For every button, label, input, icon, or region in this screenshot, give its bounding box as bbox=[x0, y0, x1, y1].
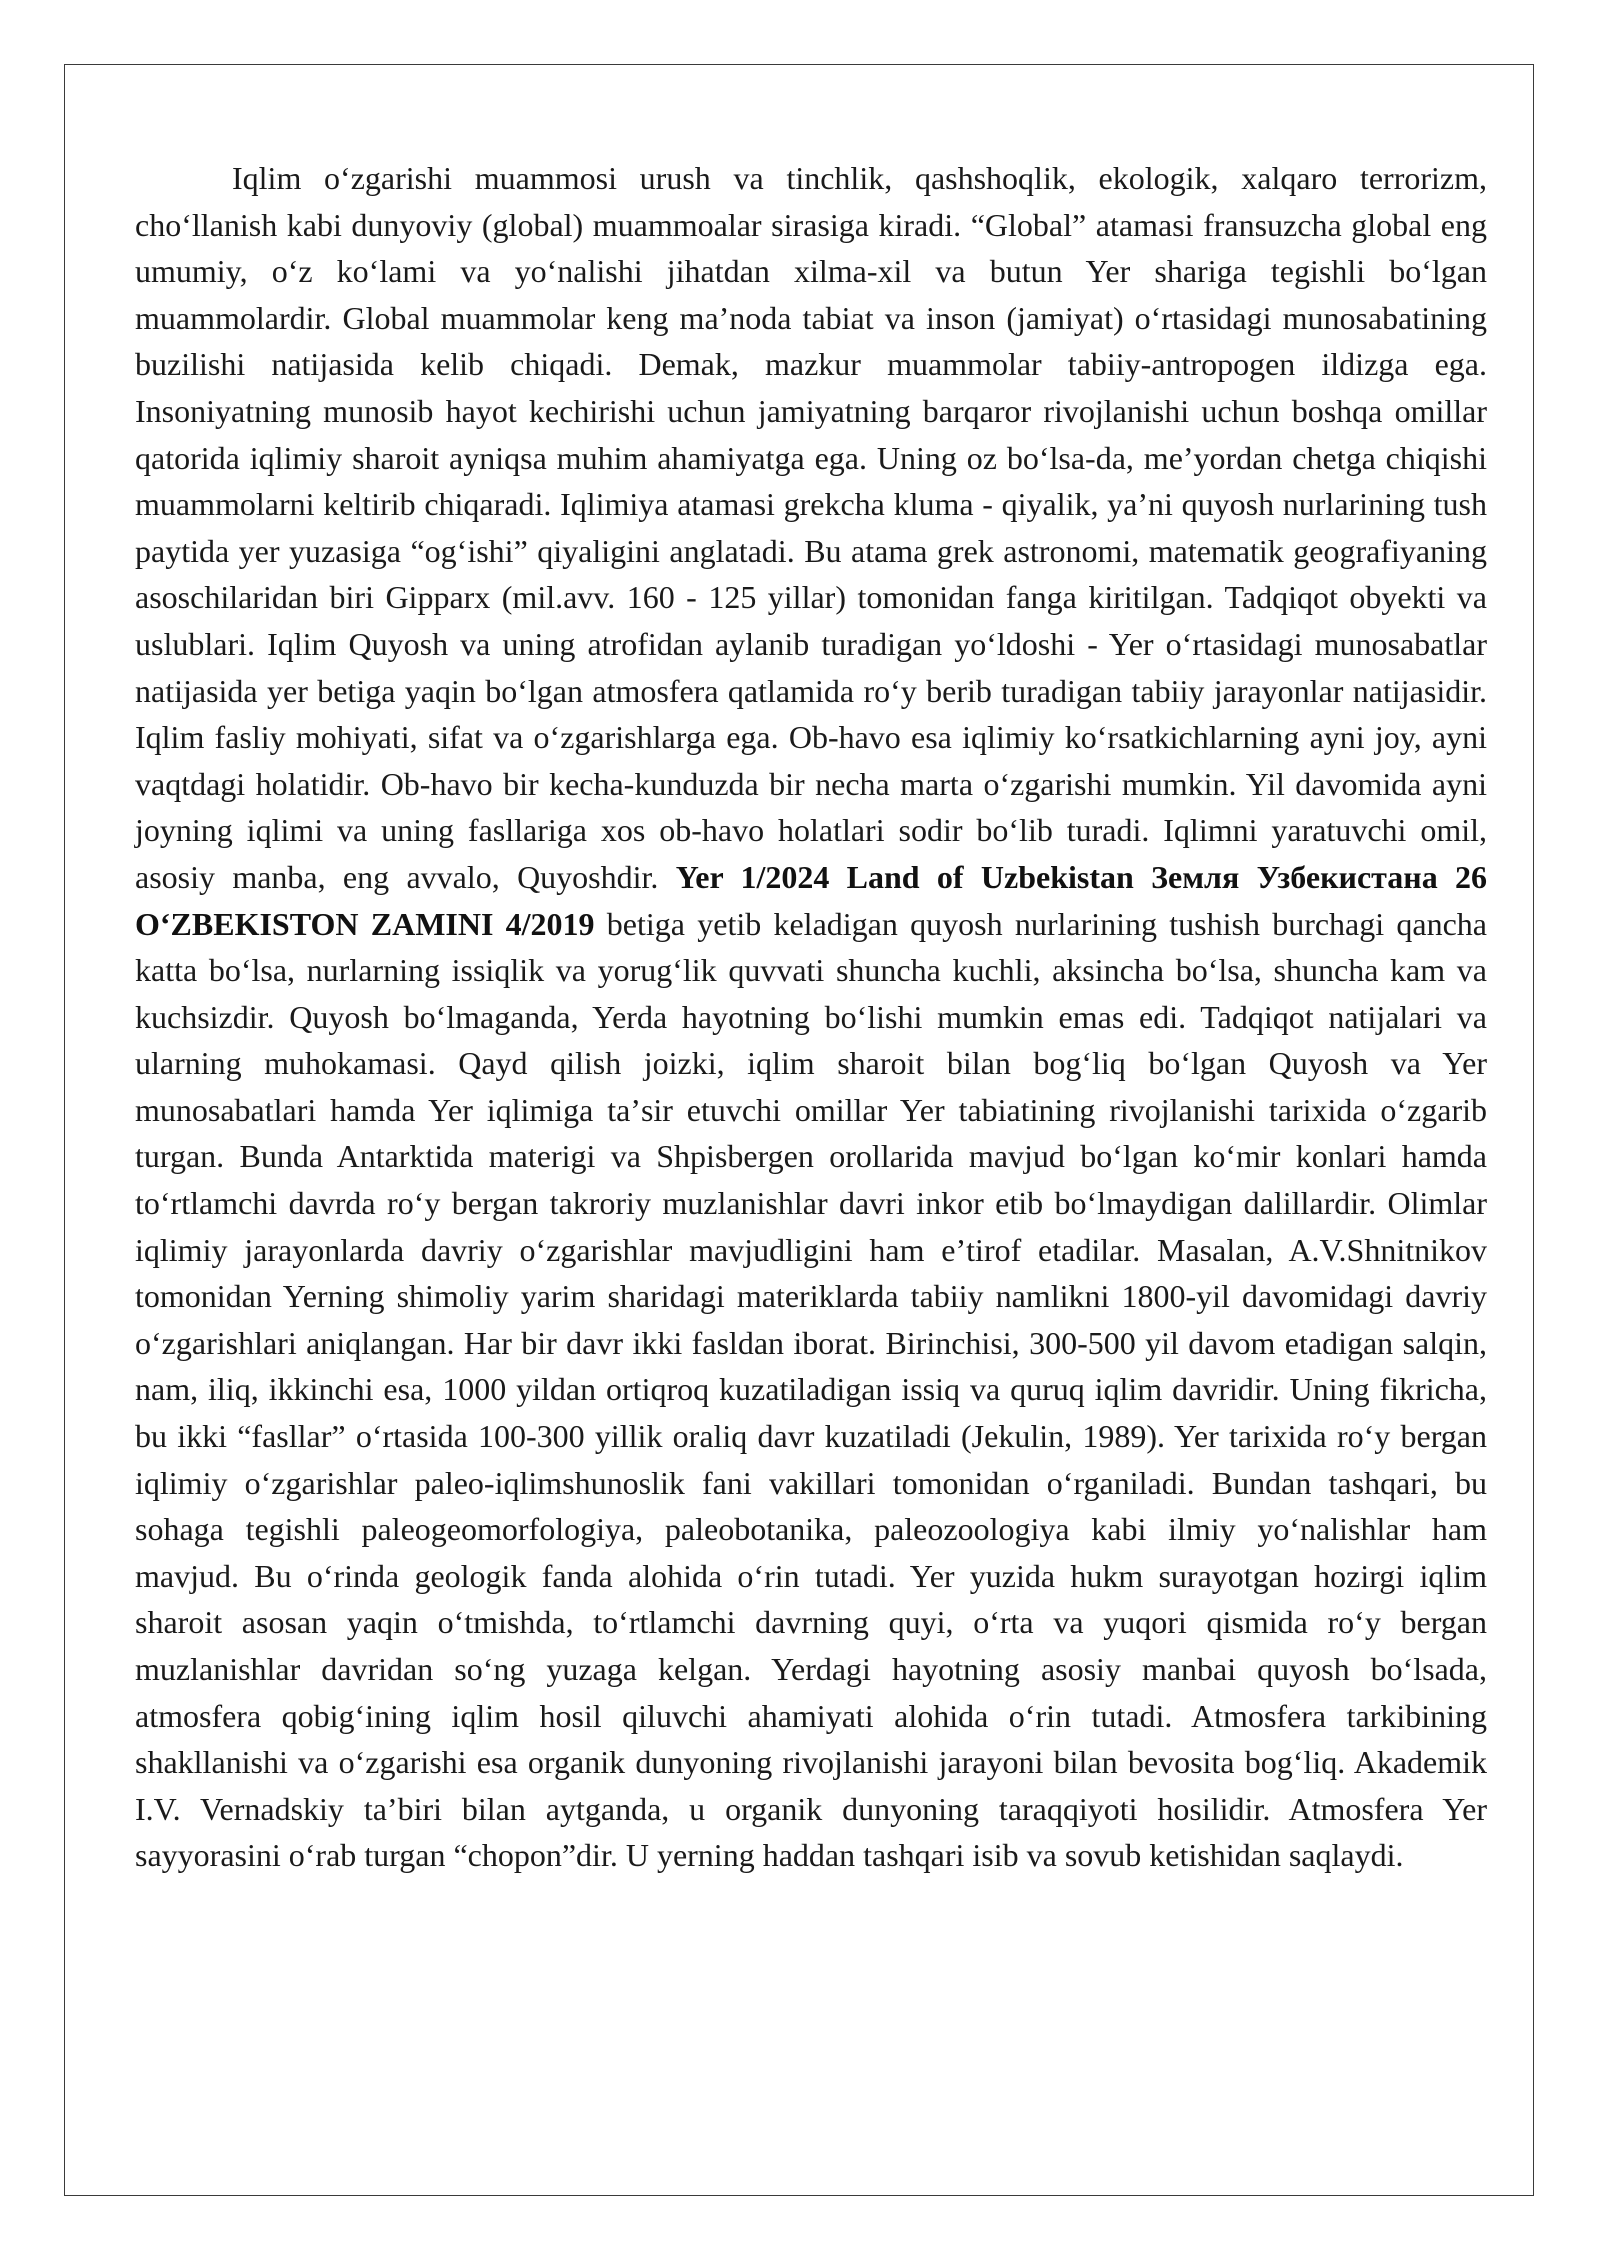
inline-journal-header: Yer 1/2024 Land of Uzbekistan Земля Узбекистана 26 OʻZBEKISTON ZAMINI 4/2019 bbox=[135, 858, 1488, 942]
body-paragraph bbox=[135, 155, 1487, 1879]
paragraph-part-1: Iqlim oʻzgarishi muammosi urush va tinchlik, qashshoqlik, ekologik, xalqaro terrorizm, choʻllanish kabi dunyoviy (global) muammoalar sirasiga kiradi. “Global” atamasi fransuzcha global eng umumiy, oʻz koʻlami va yoʻnalishi jihatdan xilma-xil va butun Yer shariga tegishli boʻlgan muammolardir. Global muammolar keng maʼnoda tabiat va inson (jamiyat) oʻrtasidagi munosabatining buzilishi natijasida kelib chiqadi. Demak, mazkur muammolar tabiiy-antropogen ildizga ega. Insoniyatning munosib hayot kechirishi uchun jamiyatning barqaror rivojlanishi uchun boshqa omillar qatorida iqlimiy sharoit ayniqsa muhim ahamiyatga ega. Uning oz boʻlsa-da, meʼyordan chetga chiqishi muammolarni keltirib chiqaradi. Iqlimiya atamasi grekcha kluma - qiyalik, yaʼni quyosh nurlarining tush paytida yer yuzasiga “ogʻishi” qiyaligini anglatadi. Bu atama grek astronomi, matematik geografiyaning asoschilaridan biri Gipparx (mil.avv. 160 - 125 yillar) tomonidan fanga kiritilgan. Tadqiqot obyekti va uslublari. Iqlim Quyosh va uning atrofidan aylanib turadigan yoʻldoshi - Yer oʻrtasidagi munosabatlar natijasida yer betiga yaqin boʻlgan atmosfera qatlamida roʻy berib turadigan tabiiy jarayonlar natijasidir. Iqlim fasliy mohiyati, sifat va oʻzgarishlarga ega. Ob-havo esa iqlimiy koʻrsatkichlarning ayni joy, ayni vaqtdagi holatidir. Ob-havo bir kecha-kunduzda bir necha marta oʻzgarishi mumkin. Yil davomida ayni joyning iqlimi va uning fasllariga xos ob-havo holatlari sodir boʻlib turadi. Iqlimni yaratuvchi omil, asosiy manba, eng avvalo, Quyoshdir. bbox=[135, 160, 1487, 895]
paragraph-part-2: betiga yetib keladigan quyosh nurlarining tushish burchagi qancha katta boʻlsa, nurlarning issiqlik va yorugʻlik quvvati shuncha kuchli, aksincha boʻlsa, shuncha kam va kuchsizdir. Quyosh boʻlmaganda, Yerda hayotning boʻlishi mumkin emas edi. Tadqiqot natijalari va ularning muhokamasi. Qayd qilish joizki, iqlim sharoit bilan bogʻliq boʻlgan Quyosh va Yer munosabatlari hamda Yer iqlimiga taʼsir etuvchi omillar Yer tabiatining rivojlanishi tarixida oʻzgarib turgan. Bunda Antarktida materigi va Shpisbergen orollarida mavjud boʻlgan koʻmir konlari hamda toʻrtlamchi davrda roʻy bergan takroriy muzlanishlar davri inkor etib boʻlmaydigan dalillardir. Olimlar iqlimiy jarayonlarda davriy oʻzgarishlar mavjudligini ham eʼtirof etadilar. Masalan, A.V.Shnitnikov tomonidan Yerning shimoliy yarim sharidagi materiklarda tabiiy namlikni 1800-yil davomidagi davriy oʻzgarishlari aniqlangan. Har bir davr ikki fasldan iborat. Birinchisi, 300-500 yil davom etadigan salqin, nam, iliq, ikkinchi esa, 1000 yildan ortiqroq kuzatiladigan issiq va quruq iqlim davridir. Uning fikricha, bu ikki “fasllar” oʻrtasida 100-300 yillik oraliq davr kuzatiladi (Jekulin, 1989). Yer tarixida roʻy bergan iqlimiy oʻzgarishlar paleo-iqlimshunoslik fani vakillari tomonidan oʻrganiladi. Bundan tashqari, bu sohaga tegishli paleogeomorfologiya, paleobotanika, paleozoologiya kabi ilmiy yoʻnalishlar ham mavjud. Bu oʻrinda geologik fanda alohida oʻrin tutadi. Yer yuzida hukm surayotgan hozirgi iqlim sharoit asosan yaqin oʻtmishda, toʻrtlamchi davrning quyi, oʻrta va yuqori qismida roʻy bergan muzlanishlar davridan soʻng yuzaga kelgan. Yerdagi hayotning asosiy manbai quyosh boʻlsada, atmosfera qobigʻining iqlim hosil qiluvchi ahamiyati alohida oʻrin tutadi. Atmosfera tarkibining shakllanishi va oʻzgarishi esa organik dunyoning rivojlanishi jarayoni bilan bevosita bogʻliq. Akademik I.V. Vernadskiy taʼbiri bilan aytganda, u organik dunyoning taraqqiyoti hosilidir. Atmosfera Yer sayyorasini oʻrab turgan “chopon”dir. U yerning haddan tashqari isib va sovub ketishidan saqlaydi. bbox=[135, 905, 1487, 1874]
